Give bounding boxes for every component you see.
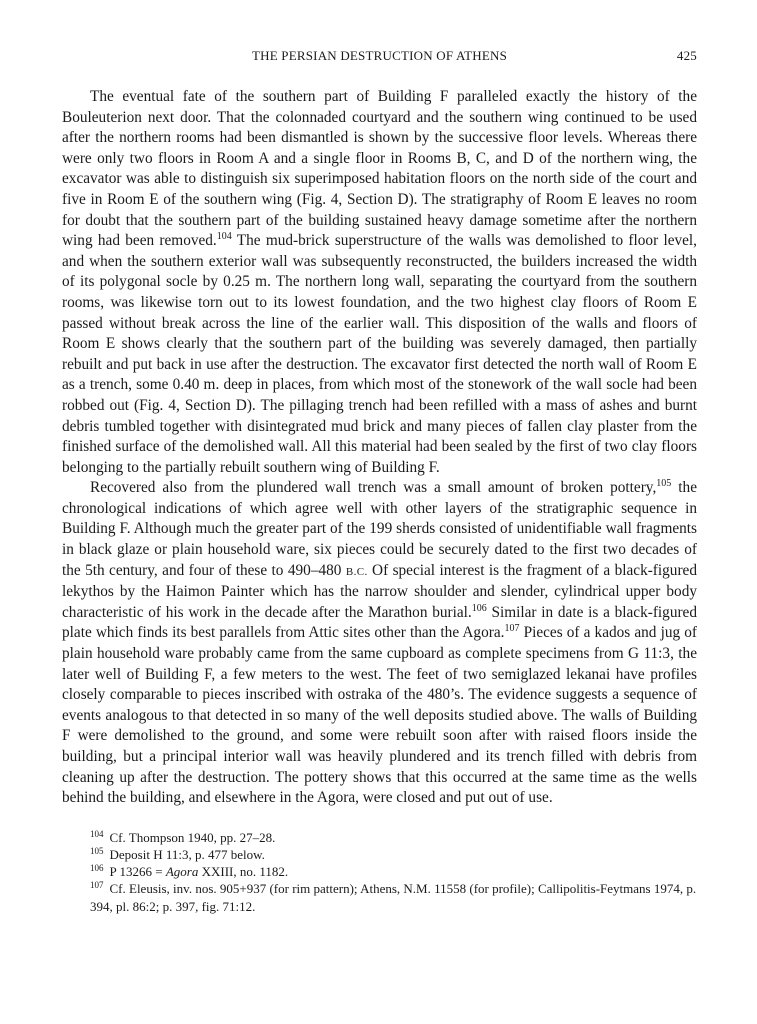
page xyxy=(62,48,697,915)
footnote-105 xyxy=(62,846,697,863)
footnote-ref-104: 104 xyxy=(216,231,232,243)
footnote-ref-105: 105 xyxy=(656,478,672,490)
footnote-ref-106: 106 xyxy=(471,602,487,614)
footnote-number: 107 xyxy=(90,880,104,891)
paragraph-text: Of special interest is the fragment of a black-figured lekythos by the Haimon Painter which has the narrow shoulder and slender, cylindrical upper body characteristic of his work in the decade after the Marathon burial. xyxy=(62,561,697,621)
paragraph-text: Recovered also from the plundered wall trench was a small amount of broken pottery, xyxy=(90,479,657,497)
paragraph-text: Similar in date is a black-figured plate which finds its best parallels from Attic sites other than the Agora. xyxy=(62,603,697,642)
footnote-number: 104 xyxy=(90,828,104,839)
paragraph-text: the chronological indications of which agree well with other layers of the stratigraphic sequence in Building F. Although much the greater part of the 199 sherds consisted of unidentifiable wall fragments in black glaze or plain household ware, six pieces could be securely dated to the first two decades of the 5th century, and four of these to 490–480 xyxy=(62,479,697,579)
footnote-number: 106 xyxy=(90,863,104,874)
paragraph-2 xyxy=(62,478,697,809)
footnote-italic-title: Agora xyxy=(165,864,199,880)
paragraph-text: The mud-brick superstructure of the walls was demolished to floor level, and when the southern exterior wall was subsequently reconstructed, the builders increased the width of its polygonal socle by 0.25 m. The northern long wall, separating the courtyard from the southern rooms, was likewise torn out to its lowest foundation, and the two highest clay floors of Room E passed without break across the line of the earlier wall. This disposition of the walls and floors of Room E shows clearly that the southern part of the building was severely damaged, then partially rebuilt and put back in use after the destruction. The excavator first detected the north wall of Room E as a trench, some 0.40 m. deep in places, from which most of the stonework of the wall socle had been robbed out (Fig. 4, Section D). The pillaging trench had been refilled with a mass of ashes and burnt debris tumbled together with disintegrated mud brick and many pieces of fallen clay plaster from the finished surface of the demolished wall. All this material had been sealed by the first of two clay floors belonging to the partially rebuilt southern wing of Building F. xyxy=(62,232,697,476)
footnote-106 xyxy=(62,863,697,880)
paragraph-1 xyxy=(62,87,697,478)
running-header xyxy=(62,48,697,68)
footnote-text: P 13266 = xyxy=(109,864,166,880)
footnotes xyxy=(62,829,697,915)
footnote-text: Cf. Thompson 1940, pp. 27–28. xyxy=(109,829,276,845)
paragraph-text: Pieces of a kados and jug of plain household ware probably came from the same cupboard as complete specimens from G 11:3, the later well of Building F, a few meters to the west. The feet of two semiglazed lekanai have profiles closely comparable to pieces inscribed with ostraka of the 480’s. The evidence suggests a sequence of events analogous to that detected in so many of the well deposits studied above. The walls of Building F were demolished to the ground, and some were rebuilt soon after with raised floors inside the building, but a principal interior wall was heavily plundered and its trench filled with debris from cleaning up after the destruction. The pottery shows that this occurred at the same time as the wells behind the building, and elsewhere in the Agora, were closed and put out of use. xyxy=(62,624,697,807)
footnote-number: 105 xyxy=(90,845,104,856)
running-head-title: THE PERSIAN DESTRUCTION OF ATHENS xyxy=(251,48,508,63)
body-text xyxy=(62,87,697,809)
footnote-text: Deposit H 11:3, p. 477 below. xyxy=(109,846,265,862)
footnote-text: Cf. Eleusis, inv. nos. 905+937 (for rim pattern); Athens, N.M. 11558 (for profile); Callipolitis-Feytmans 1974, p. 394, pl. 86:2; p. 397, fig. 71:12. xyxy=(90,881,697,914)
era-abbreviation: B.C. xyxy=(345,565,368,578)
footnote-104 xyxy=(62,829,697,846)
footnote-107 xyxy=(62,880,697,914)
footnote-text: XXIII, no. 1182. xyxy=(198,864,289,880)
page-number: 425 xyxy=(676,48,697,63)
footnote-ref-107: 107 xyxy=(504,623,520,635)
paragraph-text: The eventual fate of the southern part of Building F paralleled exactly the history of the Bouleuterion next door. That the colonnaded courtyard and the southern wing continued to be used after the northern rooms had been dismantled is shown by the successive floor levels. Whereas there were only two floors in Room A and a single floor in Rooms B, C, and D of the northern wing, the excavator was able to distinguish six superimposed habitation floors on the north side of the court and five in Room E of the southern wing (Fig. 4, Section D). The stratigraphy of Room E leaves no room for doubt that the southern part of the building sustained heavy damage sometime after the northern wing had been removed. xyxy=(62,88,697,250)
